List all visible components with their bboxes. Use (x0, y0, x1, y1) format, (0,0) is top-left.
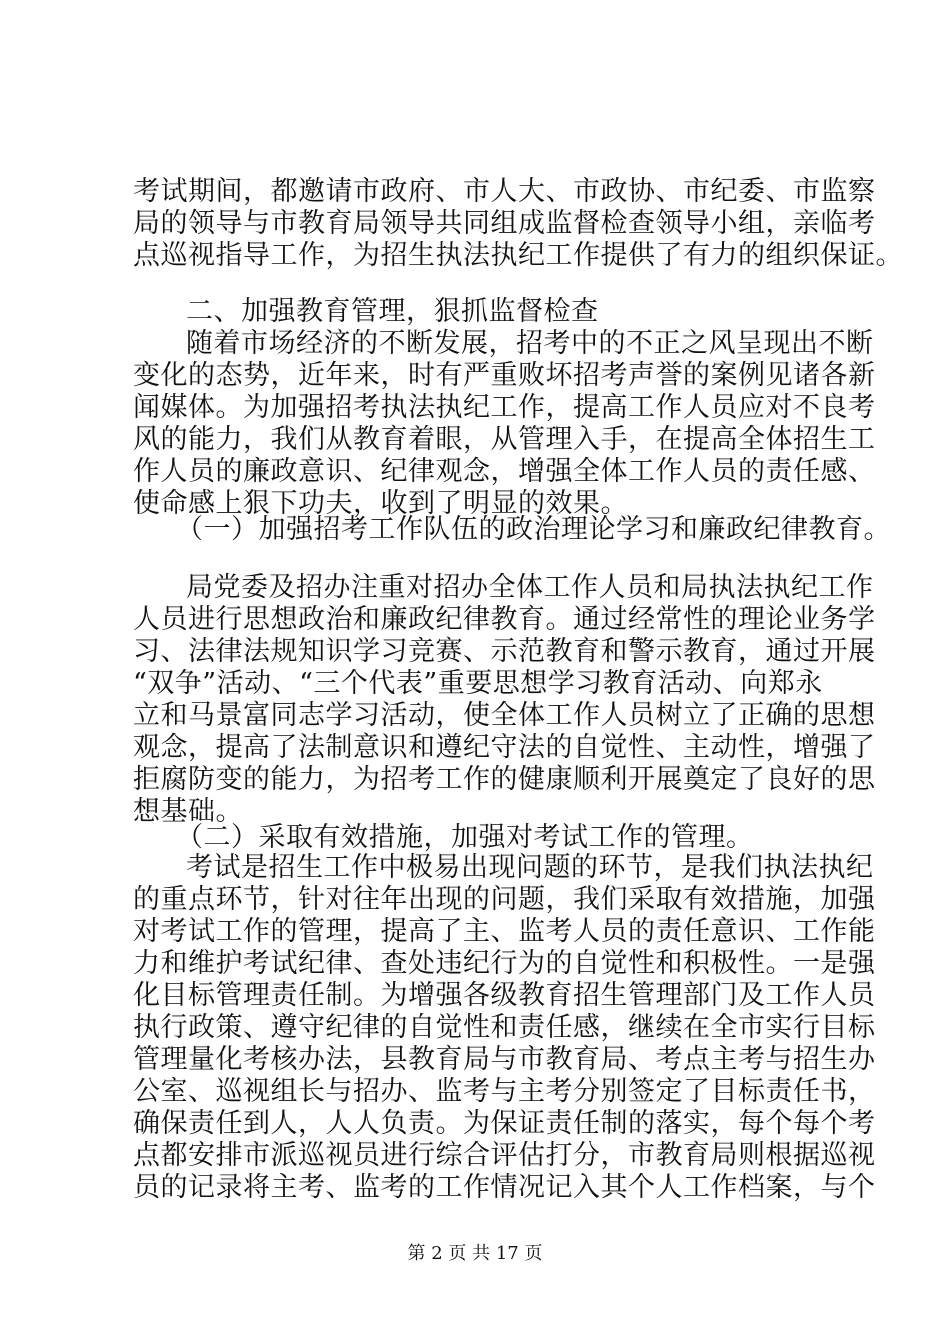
body-text-line: 局党委及招办注重对招办全体工作人员和局执法执纪工作 (186, 572, 874, 603)
body-text-line: 考试是招生工作中极易出现问题的环节，是我们执法执纪 (186, 852, 874, 883)
body-text-line: 点都安排市派巡视员进行综合评估打分，市教育局则根据巡视 (133, 1140, 876, 1171)
body-text-line: 闻媒体。为加强招考执法执纪工作，提高工作人员应对不良考 (133, 392, 876, 423)
page-number-footer: 第 2 页 共 17 页 (407, 1243, 543, 1264)
body-text-line: 作人员的廉政意识、纪律观念，增强全体工作人员的责任感、 (133, 456, 876, 487)
body-text-line: 管理量化考核办法，县教育局与市教育局、考点主考与招生办 (133, 1044, 876, 1075)
body-text-line: 局的领导与市教育局领导共同组成监督检查领导小组，亲临考 (133, 208, 876, 239)
section-heading: 二、加强教育管理，狠抓监督检查 (186, 296, 599, 327)
body-text-line: 风的能力，我们从教育着眼，从管理入手，在提高全体招生工 (133, 424, 876, 455)
body-text-line: 点巡视指导工作，为招生执法执纪工作提供了有力的组织保证。 (133, 240, 903, 271)
body-text-line: 化目标管理责任制。为增强各级教育招生管理部门及工作人员 (133, 980, 876, 1011)
body-text-line: 想基础。 (133, 796, 243, 827)
body-text-line: 员的记录将主考、监考的工作情况记入其个人工作档案，与个 (133, 1172, 876, 1203)
body-text-line: 考试期间，都邀请市政府、市人大、市政协、市纪委、市监察 (133, 176, 876, 207)
subsection-heading: （二）采取有效措施，加强对考试工作的管理。 (176, 822, 754, 853)
body-text-line: 使命感上狠下功夫，收到了明显的效果。 (133, 488, 628, 519)
body-text-line: 力和维护考试纪律、查处违纪行为的自觉性和积极性。一是强 (133, 948, 876, 979)
body-text-line: “双争”活动、“三个代表”重要思想学习教育活动、向郑永 (133, 668, 823, 699)
body-text-line: 观念，提高了法制意识和遵纪守法的自觉性、主动性，增强了 (133, 732, 876, 763)
body-text-line: 对考试工作的管理，提高了主、监考人员的责任意识、工作能 (133, 916, 876, 947)
body-text-line: 习、法律法规知识学习竞赛、示范教育和警示教育，通过开展 (133, 636, 876, 667)
body-text-line: 拒腐防变的能力，为招考工作的健康顺利开展奠定了良好的思 (133, 764, 876, 795)
body-text-line: 确保责任到人，人人负责。为保证责任制的落实，每个每个考 (133, 1108, 876, 1139)
body-text-line: 变化的态势，近年来，时有严重败坏招考声誉的案例见诸各新 (133, 360, 876, 391)
body-text-line: 的重点环节，针对往年出现的问题，我们采取有效措施，加强 (133, 884, 876, 915)
body-text-line: 人员进行思想政治和廉政纪律教育。通过经常性的理论业务学 (133, 604, 876, 635)
body-text-line: 公室、巡视组长与招办、监考与主考分别签定了目标责任书， (133, 1076, 876, 1107)
body-text-line: 随着市场经济的不断发展，招考中的不正之风呈现出不断 (186, 328, 874, 359)
body-text-line: 执行政策、遵守纪律的自觉性和责任感，继续在全市实行目标 (133, 1012, 876, 1043)
subsection-heading: （一）加强招考工作队伍的政治理论学习和廉政纪律教育。 (176, 514, 891, 545)
body-text-line: 立和马景富同志学习活动，使全体工作人员树立了正确的思想 (133, 700, 876, 731)
